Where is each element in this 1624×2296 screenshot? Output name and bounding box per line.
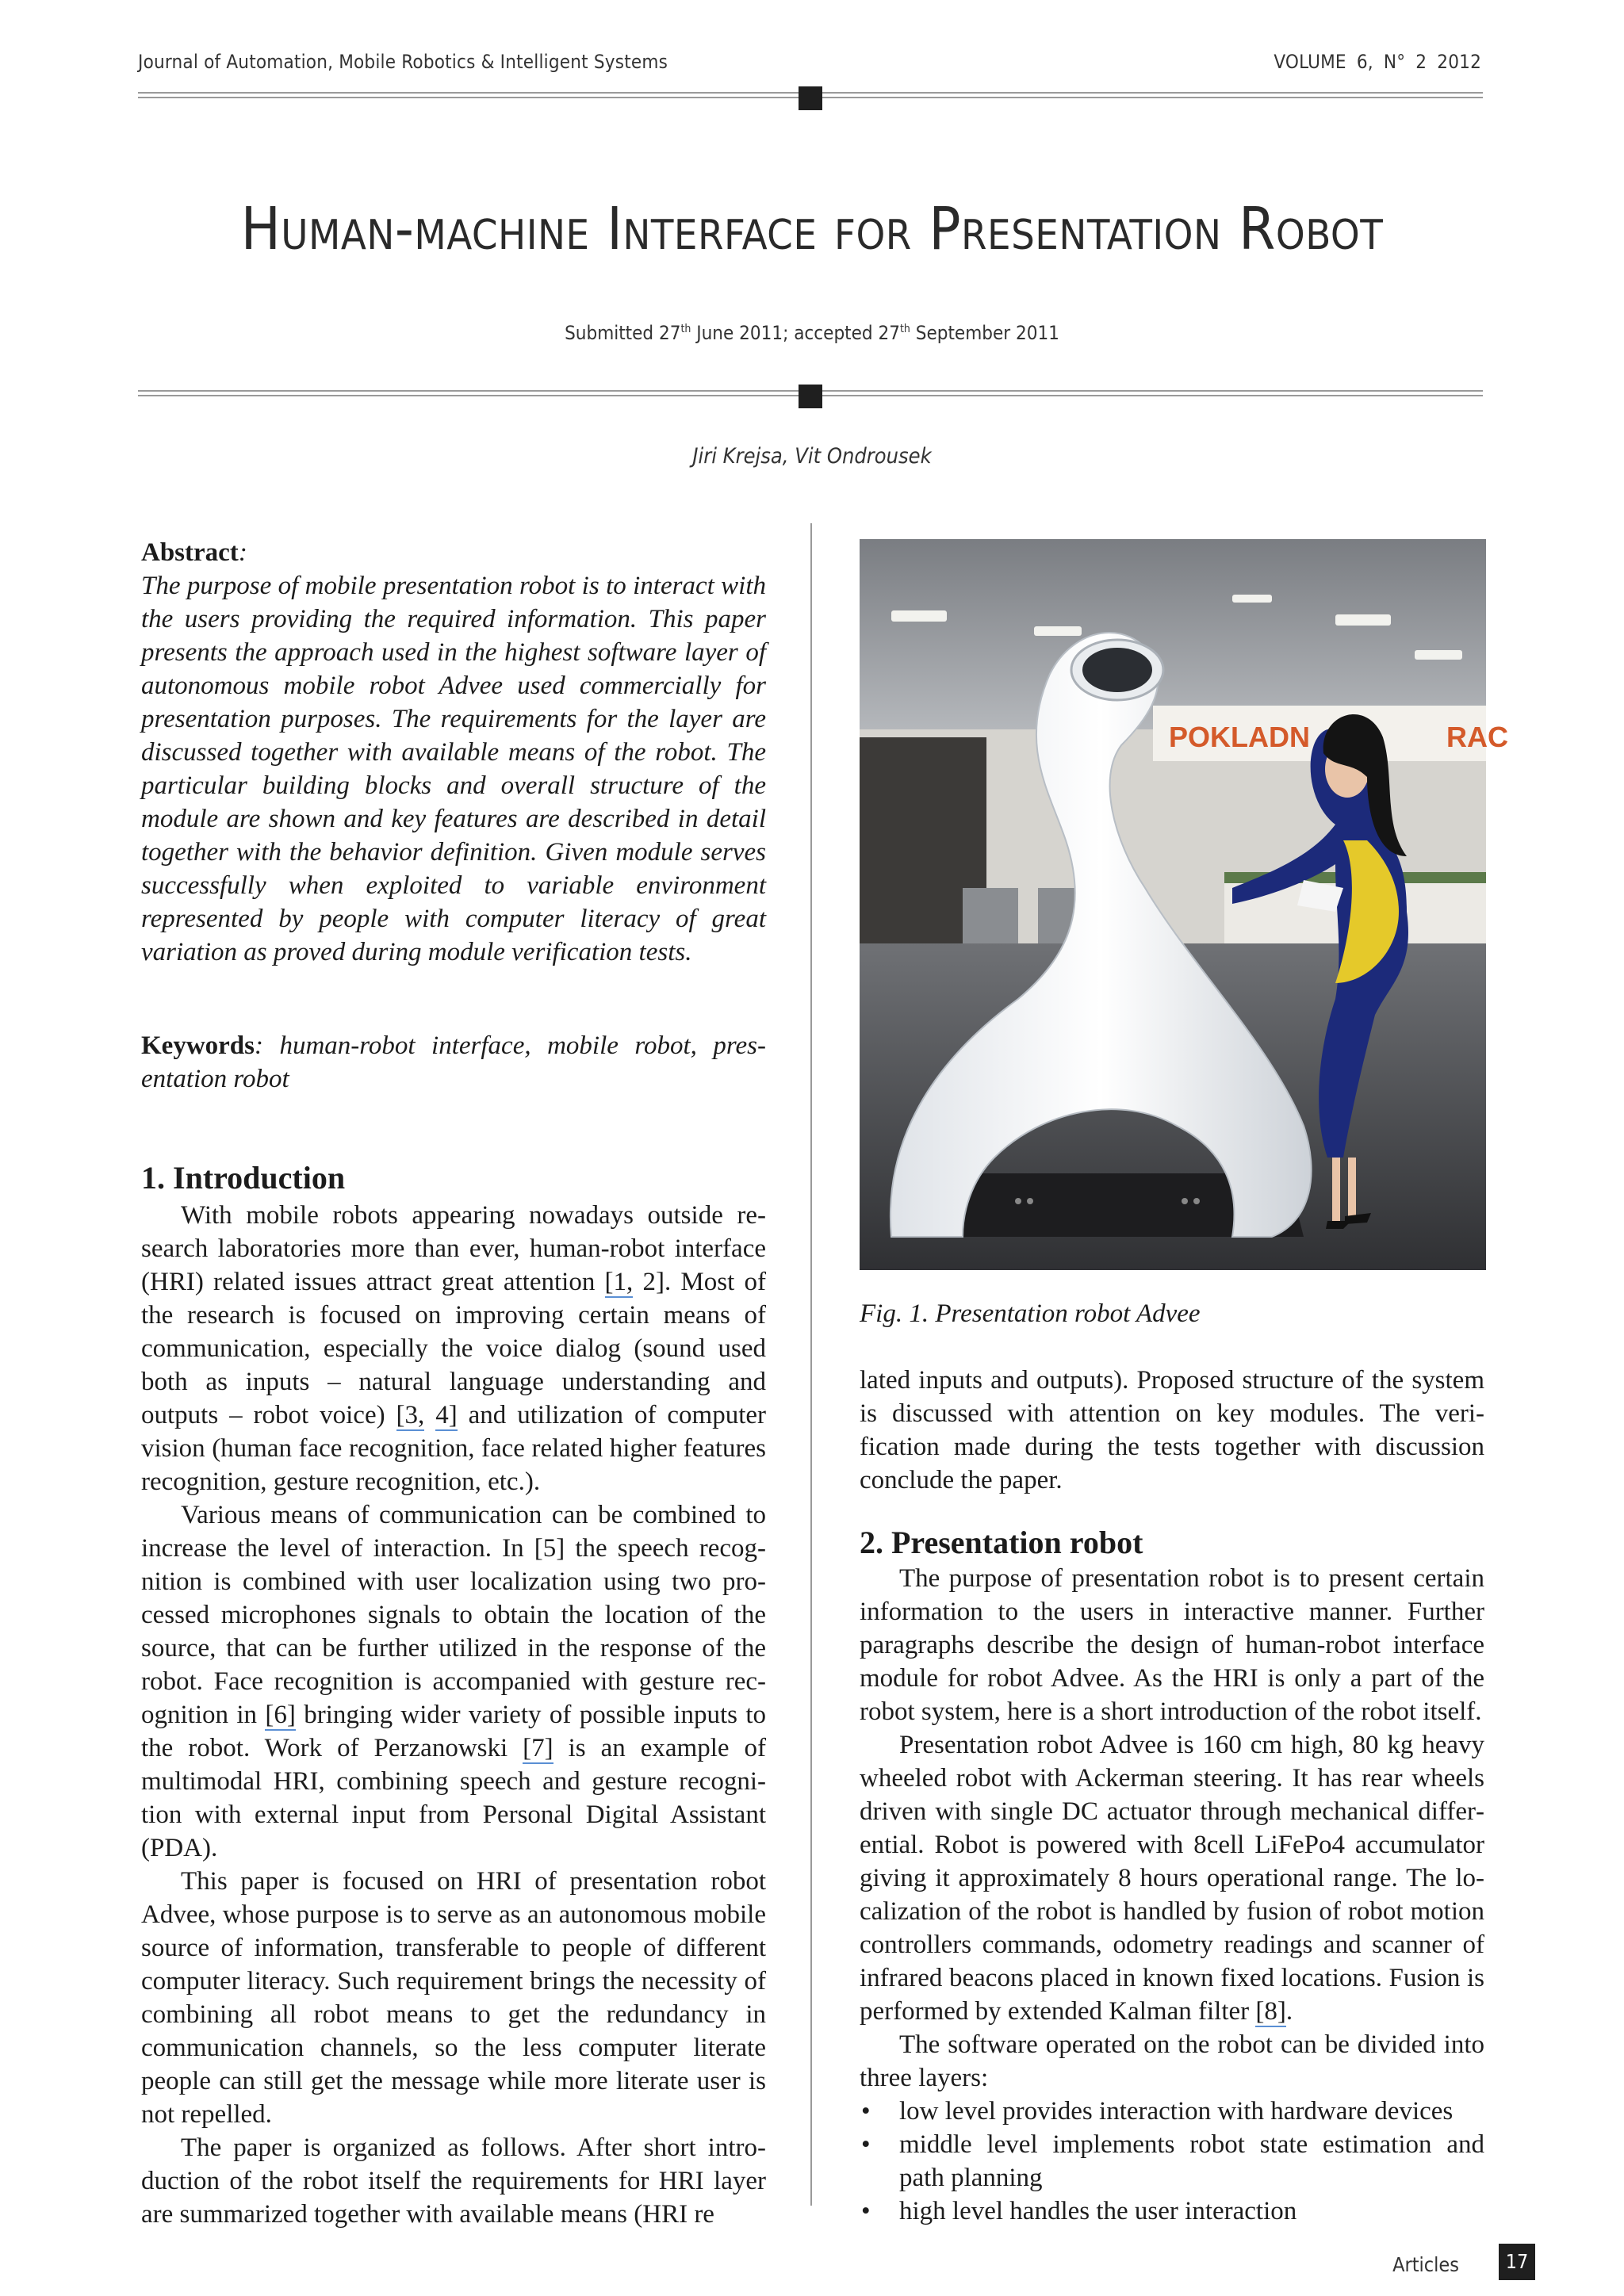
robot-photo-illustration [860, 539, 1508, 1270]
submission-dates: Submitted 27th June 2011; accepted 27th September 2011 [565, 322, 1059, 344]
sign-text: POKLADN [1169, 721, 1310, 753]
list-item: • low level provides interaction with hardware devices [860, 2095, 1484, 2128]
software-layers-list [860, 2095, 1484, 2228]
keywords [141, 1029, 766, 1096]
section-heading-presentation-robot: 2. Presentation robot [860, 1525, 1143, 1560]
section-heading-introduction: 1. Introduction [141, 1160, 346, 1196]
paper-title: Human-machine Interface for Presentation Robot [240, 195, 1384, 263]
keywords-label: Keywords [141, 1031, 255, 1060]
keywords-text: : human-robot interface, mobile robot, presentation robot [141, 1031, 766, 1093]
paragraph: The purpose of presentation robot is to present certain information to the users in interactive manner. Further paragraphs describe the design of human-robot interface module for robot Advee. As the HRI is only a part of the robot system, here is a short introduction of the robot itself. [860, 1564, 1484, 1726]
list-item: • high level handles the user interaction [860, 2195, 1484, 2228]
page-number: 17 [1499, 2244, 1535, 2280]
footer-section-label: Articles [1392, 2253, 1459, 2276]
abstract-label: Abstract [141, 538, 239, 567]
paragraph: With mobile robots appearing nowadays outside research laboratories more than ever, human-robot interface (HRI) related issues attract great attention [1, 2]. Most of the research is focused on improving certain means of communication, especially the voice dialog (sound used both as inputs – natural language understanding and outputs – robot voice) [3, 4] and utilization of computer vision (human face recognition, face related higher features recognition, gesture recognition, etc.). [141, 1201, 767, 1496]
figure-robot-photo [860, 539, 1508, 1270]
abstract: Abstract: The purpose of mobile presentation robot is to interact with the users providing the required information. This paper presents the approach used in the highest software layer of autonomous mobile robot Advee used commercially for presentation purposes. The requirements for the layer are discussed together with available means of the robot. The particular building blocks and overall structure of the module are shown and key features are described in detail together with the behavior definition. Given module serves successfully when exploited to variable environment represented by people with computer literacy of great variation as proved during module verification tests. [141, 538, 766, 966]
header-rule-square [799, 86, 822, 110]
paragraph: The paper is organized as follows. After short introduction of the robot itself the requirements for HRI layer are summarized together with available means (HRI re [141, 2133, 766, 2229]
journal-name: Journal of Automation, Mobile Robotics & Intelligent Systems [138, 51, 668, 73]
presentation-robot-body [860, 1562, 1484, 2228]
paragraph: The software operated on the robot can be divided into three layers: [860, 2030, 1484, 2092]
citation-link[interactable]: [6] [265, 1701, 296, 1729]
abstract-text: The purpose of mobile presentation robot is to interact with the users providing the required information. This paper presents the approach used in the highest software layer of autonomous mobile robot Advee used commercially for presentation purposes. The requirements for the layer are discussed together with available means of the robot. The particular building blocks and overall structure of the module are shown and key features are described in detail together with the behavior definition. Given module serves successfully when exploited to variable environment represented by people with computer literacy of great variation as proved during module verification tests. [141, 572, 766, 966]
sign-text-2: RAC [1446, 721, 1508, 753]
paragraph: Various means of communication can be combined to increase the level of interaction. In [5] the speech recognition is combined with user localization using two processed microphones signals to obtain the location of the source, that can be further utilized in the response of the robot. Face recognition is accompanied with gesture recognition in [6] bringing wider variety of possible inputs to the robot. Work of Perzanowski [7] is an example of multimodal HRI, combining speech and gesture recognition with external input from Personal Digital Assistant (PDA). [141, 1501, 766, 1862]
authors: Jiri Krejsa, Vit Ondrousek [692, 444, 932, 469]
paragraph: lated inputs and outputs). Proposed structure of the system is discussed with attention on key modules. The verification made during the tests together with discussion conclude the paper. [860, 1366, 1484, 1494]
title-rule-square [799, 385, 822, 408]
citation-link[interactable]: 4] [435, 1401, 458, 1429]
paragraph: Presentation robot Advee is 160 cm high, 80 kg heavy wheeled robot with Ackerman steering. It has rear wheels driven with single DC actuator through mechanical differential. Robot is powered with 8cell LiFePo4 accumulator giving it approximately 8 hours operational range. The localization of the robot is handled by fusion of robot motion controllers commands, odometry readings and scanner of infrared beacons placed in known fixed locations. Fusion is performed by extended Kalman filter [8]. [860, 1731, 1484, 2026]
paragraph: This paper is focused on HRI of presentation robot Advee, whose purpose is to serve as an autonomous mobile source of information, transferable to people of different computer literacy. Such requirement brings the necessity of combining all robot means to get the redundancy in communication channels, so the less computer literate people can still get the message while more literate user is not repelled. [141, 1867, 766, 2129]
citation-link[interactable]: [8] [1255, 1997, 1286, 2026]
citation-link[interactable]: [3, [396, 1401, 425, 1429]
figure-caption: Fig. 1. Presentation robot Advee [860, 1299, 1201, 1328]
list-item: • middle level implements robot state estimation and path planning [860, 2128, 1484, 2195]
volume-info: VOLUME 6, N° 2 2012 [1274, 51, 1481, 73]
citation-link[interactable]: [7] [523, 1734, 553, 1762]
introduction-body [141, 1199, 766, 2231]
citation-link[interactable]: [1, [604, 1268, 634, 1296]
introduction-continuation [860, 1364, 1484, 1497]
column-divider [810, 523, 812, 2206]
